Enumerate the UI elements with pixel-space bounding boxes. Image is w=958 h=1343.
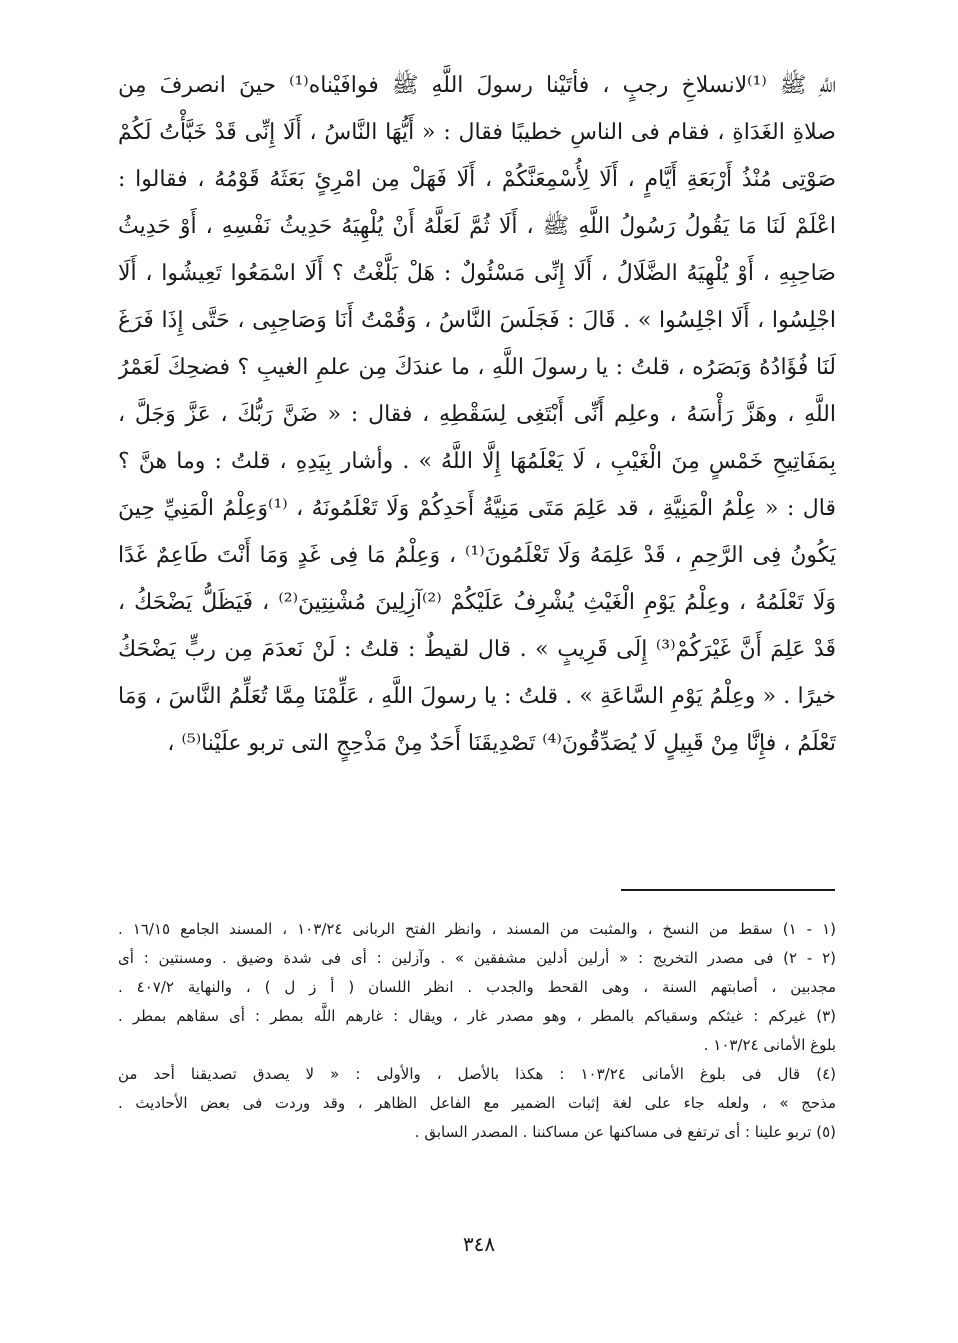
footnote-2: (٢ - ٢) فى مصدر التخريج : « أرلين أدلين مشفقين » . وآزلين : أى فى شدة وضيق . ومسنتين : أى	[118, 949, 836, 967]
main-text-line: اللَّهِ ﷺ ⁽¹⁾لانسلاخِ رجبٍ ، فأتَيْنا رسولَ اللَّهِ ﷺ فوافَيْناه⁽¹⁾ حينَ انصرفَ مِن	[118, 73, 836, 98]
footnote-2-continued: مجدبين ، أصابتهم السنة ، وهى القحط والجدب . انظر اللسان ( أ ز ل ) ، والنهاية ٤٠٧/٢ .	[118, 978, 836, 996]
footnote-3: (٣) غيركم : غيثكم وسقياكم بالمطر ، وهو مصدر غار ، ويقال : غارهم اللَّه بمطر : أى سقاهم بمطر .	[118, 1007, 836, 1025]
main-text-line: صلاةِ الغَدَاةِ ، فقام فى الناسِ خطيبًا فقال : « أَيُّهَا النَّاسُ ، أَلَا إِنِّى قَدْ خَبَّأْتُ لَكُمْ	[118, 120, 836, 145]
page-number: ٣٤٨	[462, 1232, 496, 1256]
main-text-line: صَاحِبِهِ ، أَوْ يُلْهِيَهُ الضَّلَالُ ، أَلَا إِنِّى مَسْئُولٌ : هَلْ بَلَّغْتُ ؟ أَلَا اسْمَعُوا تَعِيشُوا ، أَلَا	[118, 261, 836, 286]
main-text-line: اعْلَمْ لَنَا مَا يَقُولُ رَسُولُ اللَّهِ ﷺ ، أَلَا ثُمَّ لَعَلَّهُ أَنْ يُلْهِيَهُ حَدِيثُ نَفْسِهِ ، أَوْ حَدِيثُ	[118, 214, 836, 239]
main-text-line: صَوْتِى مُنْذُ أَرْبَعَةِ أَيَّامٍ ، أَلَا لِأُسْمِعَنَّكُمْ ، أَلَا فَهَلْ مِن امْرِئٍ بَعَثَهُ قَوْمُهُ ، فقالوا :	[118, 167, 836, 192]
main-text-block	[118, 62, 836, 767]
main-text-line: يَكُونُ فِى الرَّحِمِ ، قَدْ عَلِمَهُ وَلَا تَعْلَمُونَ⁽¹⁾ ، وَعِلْمُ مَا فِى غَدٍ وَمَا أَنْتَ طَاعِمٌ غَدًا	[118, 543, 836, 568]
main-text-line: لَنَا فُؤَادُهُ وَبَصَرُه ، قلتُ : يا رسولَ اللَّهِ ، ما عندَكَ مِن علمِ الغيبِ ؟ فضحِكَ لَعَمْرُ	[118, 355, 836, 380]
footnote-1: (١ - ١) سقط من النسخ ، والمثبت من المسند ، وانظر الفتح الربانى ١٠٣/٢٤ ، المسند الجامع ١٦/١٥ .	[118, 920, 836, 938]
footnote-separator	[621, 889, 835, 891]
footnote-4-continued: مذحج » ، ولعله جاء على لغة إثبات الضمير مع الفاعل الظاهر ، وقد وردت فى بعض الأحاديث .	[118, 1094, 836, 1112]
main-text-line: قال : « عِلْمُ الْمَنِيَّةِ ، قد عَلِمَ مَتَى مَنِيَّةُ أَحَدِكُمْ وَلَا تَعْلَمُونَهُ ، ⁽¹⁾وَعِلْمُ الْمَنِيِّ حِينَ	[118, 496, 836, 521]
main-text-line: اجْلِسُوا ، أَلَا اجْلِسُوا » . قَالَ : فَجَلَسَ النَّاسُ ، وَقُمْتُ أَنَا وَصَاحِبِى ، حَتَّى إِذَا فَرَغَ	[118, 308, 836, 333]
footnotes-block	[118, 915, 836, 1147]
footnote-3-continued: بلوغ الأمانى ١٠٣/٢٤ .	[703, 1036, 836, 1054]
main-text-line: اللَّهِ ، وهَزَّ رَأْسَهُ ، وعلِم أَنِّى أَبْتَغِى لِسَقْطِهِ ، فقال : « ضَنَّ رَبُّكَ ، عَزَّ وَجَلَّ ،	[118, 402, 836, 427]
footnote-5: (٥) تربو علينا : أى ترتفع فى مساكنها عن مساكننا . المصدر السابق .	[414, 1123, 836, 1141]
main-text-line: وَلَا تَعْلَمُهُ ، وعِلْمُ يَوْمِ الْغَيْثِ يُشْرِفُ عَلَيْكُمْ ⁽²⁾آزِلِينَ مُشْنِتِينَ⁽²⁾ ، فَيَظَلُّ يَضْحَكُ ،	[118, 590, 836, 615]
main-text-line: بِمَفَاتِيحِ خَمْسٍ مِنَ الْغَيْبِ ، لَا يَعْلَمُهَا إِلَّا اللَّهُ » . وأشار بِيَدِهِ ، قلتُ : وما هنَّ ؟	[118, 449, 836, 474]
main-text-line: خيرًا . « وعِلْمُ يَوْمِ السَّاعَةِ » . قلتُ : يا رسولَ اللَّهِ ، عَلِّمْنَا مِمَّا تُعَلِّمُ النَّاسَ ، وَمَا	[118, 684, 836, 709]
main-text-line: قَدْ عَلِمَ أَنَّ غَيْرَكُمْ⁽³⁾ إِلَى قَرِيبٍ » . قال لقيطٌ : قلتُ : لَنْ نَعدَمَ مِن ربٍّ يَضْحَكُ	[118, 637, 836, 662]
footnote-4: (٤) قال فى بلوغ الأمانى ١٠٣/٢٤ : هكذا بالأصل ، والأولى : « لا يصدق تصديقنا أحد من	[118, 1065, 836, 1083]
main-text-line: تَعْلَمُ ، فإِنَّا مِنْ قَبِيلٍ لَا يُصَدِّقُونَ⁽⁴⁾ تَصْدِيقَنَا أَحَدٌ مِنْ مَذْحِجٍ التى تربو علَيْنا⁽⁵⁾ ،	[167, 731, 836, 756]
